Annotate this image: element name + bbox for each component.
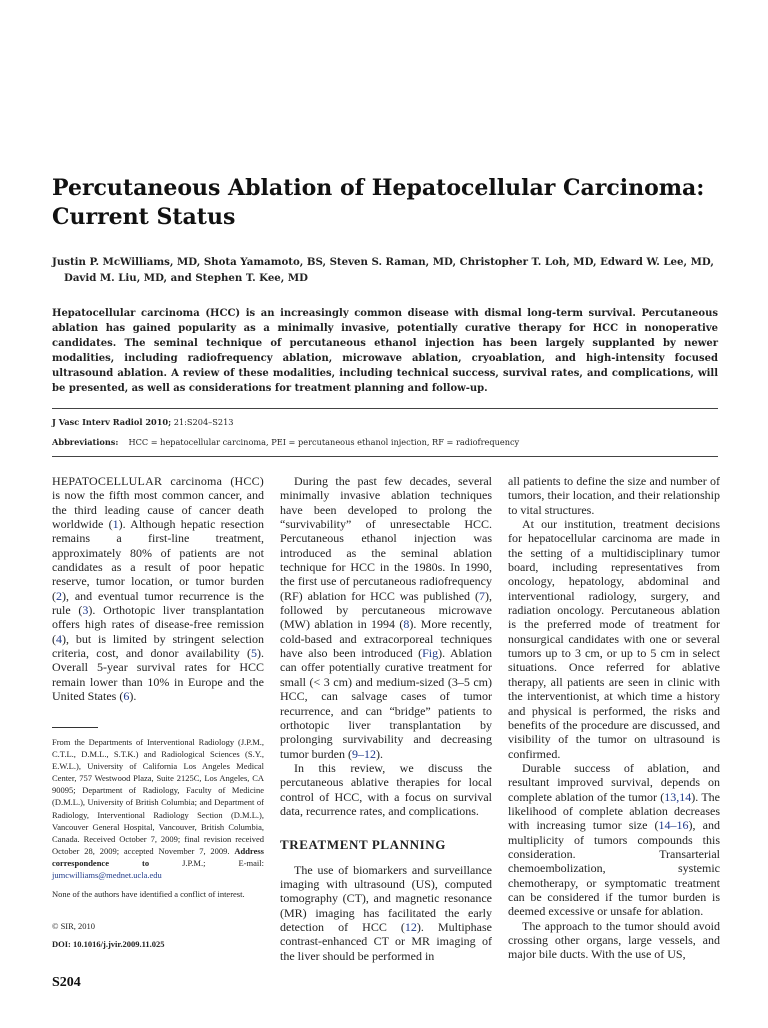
ref-link[interactable]: 4 <box>56 631 62 646</box>
paragraph: At our institution, treatment decisions for hepatocellular carcinoma are made in the setting of a multidisciplinary tumor board, including representatives from oncology, hepatology, abdominal and interventional radiology, surgery, and radiation oncology. Percutaneous ablation is the preferred mode of treatment for nonsurgical candidates with one or several tumors up to 3 cm, or up to 5 cm in select situations. Once referred for ablative therapy, all patients are seen in clinic with the interventionist, at which time a history and physical is performed, the risks and benefits of the procedure are discussed, and visibility of the tumor on ultrasound is confirmed. <box>508 517 720 761</box>
footnote-affiliation: From the Departments of Interventional Radiology (J.P.M., C.T.L., D.M.L., S.T.K.) and Radiological Sciences (S.Y., E.W.L.), University of California Los Angeles Medical Center, 757 Westwood Plaza, Suite 2125C, Los Angeles, CA 90095; Department of Radiology, Faculty of Medicine (D.M.L.), University of British Columbia; and Department of Radiology, Interventional Radiology Section (D.M.L.), Vancouver General Hospital, Vancouver, British Columbia, Canada. Received October 7, 2009; final revision received October 28, 2009; accepted November 7, 2009. Address correspondence to J.P.M.; E-mail: jumcwilliams@mednet.ucla.edu <box>52 737 264 881</box>
ref-link[interactable]: 6 <box>123 689 130 704</box>
paragraph: The use of biomarkers and surveillance imaging with ultrasound (US), computed tomography (CT), and magnetic resonance (MR) imaging has facilitated the early detection of HCC (12). Multiphase contrast-enhanced CT or MR imaging of the liver should be performed in <box>280 862 492 963</box>
ref-link[interactable]: 9–12 <box>351 746 376 761</box>
citation-pages: 21:S204–S213 <box>171 417 234 427</box>
abstract: Hepatocellular carcinoma (HCC) is an increasingly common disease with dismal long-term survival. Percutaneous ablation has gained popularity as a minimally invasive, potentially curative therapy for HCC in nonoperative candidates. The seminal technique of percutaneous ethanol injection has been largely supplanted by newer modalities, including radiofrequency ablation, microwave ablation, cryoablation, and high-intensity focused ultrasound ablation. A review of these modalities, including technical success, survival rates, and complications, will be presented, as well as considerations for treatment planning and follow-up. <box>52 308 718 395</box>
ref-link[interactable]: 14–16 <box>658 818 689 833</box>
paragraph: all patients to define the size and number of tumors, their location, and their relationship to vital structures. <box>508 474 720 517</box>
page-number: S204 <box>52 975 81 990</box>
footnote-conflict: None of the authors have identified a conflict of interest. <box>52 889 245 899</box>
divider-bottom <box>52 456 718 457</box>
ref-link[interactable]: 12 <box>404 919 417 934</box>
intro-lead: HEPATOCELLULAR carcinoma (HCC) <box>52 474 264 488</box>
paragraph: In this review, we discuss the percutaneous ablative therapies for local control of HCC, with a focus on survival data, recurrence rates, and complications. <box>280 760 492 818</box>
footnote-copyright: © SIR, 2010 <box>52 921 96 931</box>
column-1 <box>52 474 264 704</box>
author-list: Justin P. McWilliams, MD, Shota Yamamoto, BS, Steven S. Raman, MD, Christopher T. Loh, MD, Edward W. Lee, MD, David M. Liu, MD, and Stephen T. Kee, MD <box>52 256 714 284</box>
ref-link[interactable]: 1 <box>112 517 119 532</box>
figure-link[interactable]: Fig <box>422 646 439 661</box>
abbreviations <box>52 436 718 448</box>
paragraph: During the past few decades, several minimally invasive ablation techniques have been developed to prolong the “survivability” of unresectable HCC. Percutaneous ethanol injection was introduced as the seminal ablation technique for HCC in the 1980s. In 1990, the first use of percutaneous radiofrequency (RF) ablation for HCC was published (7), followed by percutaneous microwave (MW) ablation in 1994 (8). More recently, cold-based and extracorporeal techniques have also been introduced (Fig). Ablation can offer potentially curative treatment for small (< 3 cm) and medium-sized (3–5 cm) HCC, can salvage cases of tumor recurrence, and can “bridge” patients to orthotopic liver transplantation by prolonging survivability and decreasing tumor burden (9–12). <box>280 474 493 761</box>
ref-link[interactable]: 8 <box>403 617 410 632</box>
paragraph: The approach to the tumor should avoid crossing other organs, large vessels, and major bile ducts. With the use of US, <box>508 918 720 962</box>
citation <box>52 416 718 428</box>
divider-top <box>52 408 718 409</box>
ref-link[interactable]: 2 <box>56 588 62 603</box>
intro-paragraph: HEPATOCELLULAR carcinoma (HCC) is now the fifth most common cancer, and the third leading cause of cancer death worldwide (1). Although hepatic resection remains a first-line treatment, approximately 80% of patients are not candidates as a result of poor hepatic reserve, tumor location, or tumor burden (2), and eventual tumor recurrence is the rule (3). Orthotopic liver transplantation offers high rates of disease-free remission (4), but is limited by stringent selection criteria, cost, and donor availability (5). Overall 5-year survival rates for HCC remain lower than 10% in Europe and the United States (6). <box>52 474 264 704</box>
footnote-divider <box>52 727 98 728</box>
article-title: Percutaneous Ablation of Hepatocellular Carcinoma: Current Status <box>52 175 705 230</box>
abbreviations-label: Abbreviations: <box>52 437 119 447</box>
ref-link[interactable]: 5 <box>251 646 257 661</box>
correspondence-label: Address correspondence to <box>52 845 264 868</box>
abbreviations-text: HCC = hepatocellular carcinoma, PEI = percutaneous ethanol injection, RF = radiofrequency <box>128 437 520 447</box>
paragraph: Durable success of ablation, and resultant improved survival, depends on complete ablation of the tumor (13,14). The likelihood of complete ablation decreases with increasing tumor size (14–16), and multiplicity of tumors compounds this consideration. Transarterial chemoembolization, systemic chemotherapy, or symptomatic treatment can be considered if the tumor burden is deemed excessive or unsafe for ablation. <box>508 760 721 919</box>
column-3 <box>508 474 720 962</box>
email-link[interactable]: jumcwilliams@mednet.ucla.edu <box>52 870 162 881</box>
ref-link[interactable]: 7 <box>479 588 485 603</box>
ref-link[interactable]: 13,14 <box>664 789 692 804</box>
column-2 <box>280 474 492 963</box>
citation-journal: J Vasc Interv Radiol 2010; <box>52 417 172 427</box>
ref-link[interactable]: 3 <box>82 603 89 618</box>
footnote-doi[interactable]: DOI: 10.1016/j.jvir.2009.11.025 <box>52 939 165 949</box>
section-heading: TREATMENT PLANNING <box>280 837 446 853</box>
